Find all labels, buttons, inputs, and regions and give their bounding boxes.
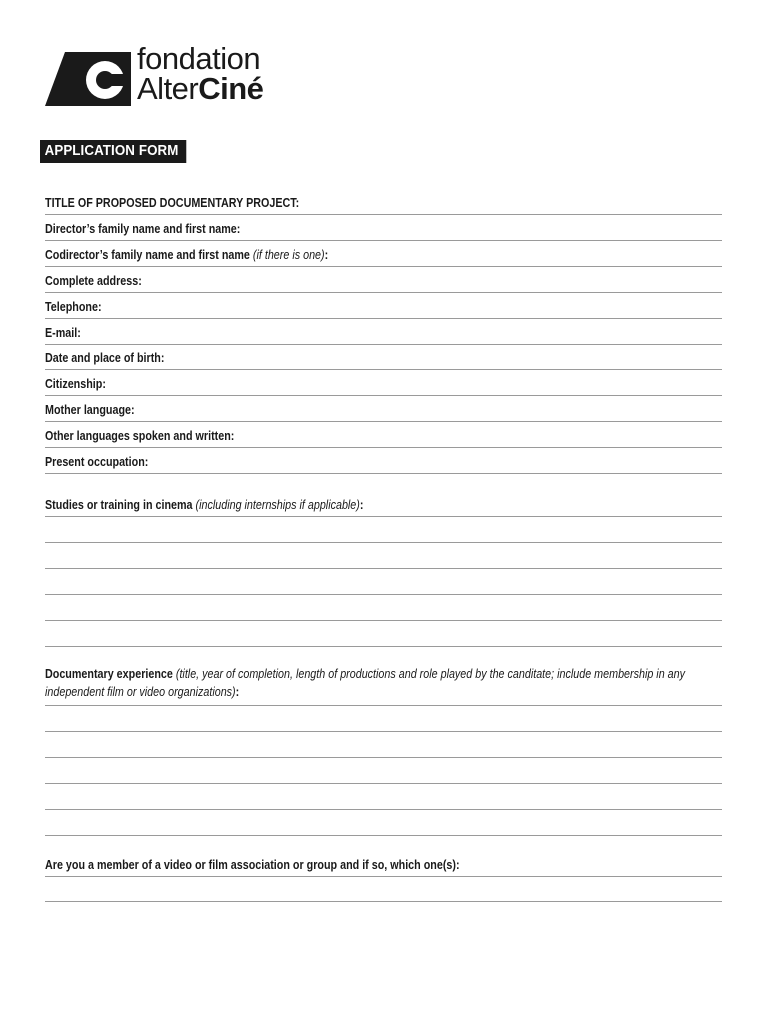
field-email[interactable] [45,325,722,345]
logo-alter: Alter [137,71,199,106]
field-other-languages[interactable] [45,428,722,448]
blank-writing-line[interactable] [45,542,722,543]
field-label: TITLE OF PROPOSED DOCUMENTARY PROJECT: [45,196,300,210]
field-note: (including internships if applicable) [195,498,360,512]
alterciné-logo-icon [45,52,131,106]
field-association-membership[interactable] [45,857,722,877]
field-label: Citizenship: [45,377,106,391]
blank-writing-line[interactable] [45,757,722,758]
field-label: Other languages spoken and written: [45,429,235,443]
field-studies[interactable] [45,497,722,517]
blank-writing-line[interactable] [45,620,722,621]
foundation-logo [45,41,305,110]
field-label-text: Codirector’s family name and first name [45,248,250,262]
field-birth[interactable] [45,350,722,370]
field-label: Director’s family name and first name: [45,222,241,236]
field-mother-language[interactable] [45,402,722,422]
field-documentary-experience[interactable] [45,668,722,706]
field-label [45,665,716,701]
field-label: E-mail: [45,326,81,340]
field-label: Present occupation: [45,455,149,469]
logo-wordmark [137,41,264,106]
field-label: Telephone: [45,300,102,314]
field-label [45,498,363,512]
field-label: Complete address: [45,274,142,288]
blank-writing-line[interactable] [45,646,722,647]
logo-line-fondation: fondation [137,41,261,76]
field-label: Are you a member of a video or film association or group and if so, which one(s): [45,858,460,872]
field-label-text: Studies or training in cinema [45,498,193,512]
field-note: (if there is one) [252,248,325,262]
field-suffix: : [235,685,240,699]
blank-writing-line[interactable] [45,809,722,810]
field-label-text: Documentary experience [45,667,173,681]
field-occupation[interactable] [45,454,722,474]
field-suffix: : [324,248,329,262]
field-project-title[interactable] [45,195,722,215]
application-form-banner: APPLICATION FORM [40,140,186,163]
field-codirector-name[interactable] [45,247,722,267]
field-label [45,248,328,262]
field-citizenship[interactable] [45,376,722,396]
blank-writing-line[interactable] [45,568,722,569]
blank-writing-line[interactable] [45,594,722,595]
field-suffix: : [359,498,364,512]
field-label: Mother language: [45,403,135,417]
field-director-name[interactable] [45,221,722,241]
field-telephone[interactable] [45,299,722,319]
blank-writing-line[interactable] [45,901,722,902]
logo-line-alterciné [137,71,264,106]
field-address[interactable] [45,273,722,293]
field-note: (title, year of completion, length of productions and role played by the canditate; include membership in any independent film or video organizations) [45,667,686,699]
field-label: Date and place of birth: [45,351,165,365]
blank-writing-line[interactable] [45,835,722,836]
logo-ciné: Ciné [198,71,264,106]
blank-writing-line[interactable] [45,783,722,784]
blank-writing-line[interactable] [45,731,722,732]
